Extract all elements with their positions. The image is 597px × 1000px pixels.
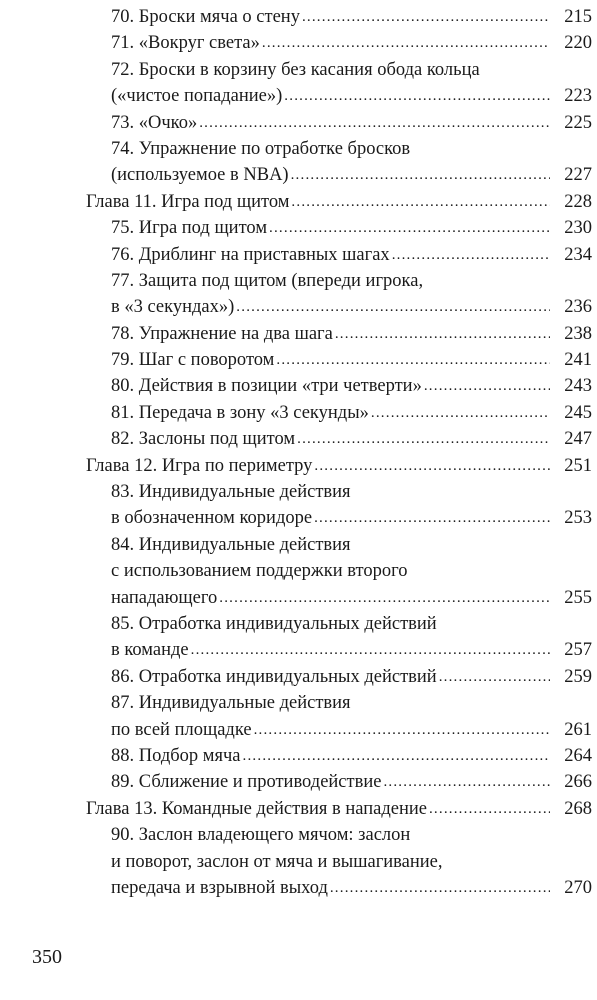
- toc-page-number: 220: [564, 33, 592, 54]
- toc-entry-title: по всей площадке: [111, 719, 252, 740]
- dot-leader: [314, 504, 550, 531]
- toc-entry: [0, 321, 597, 347]
- toc-page-number: 270: [564, 877, 592, 898]
- toc-entry: [0, 822, 597, 848]
- toc-entry-title: передача и взрывной выход: [111, 877, 328, 898]
- toc-entry-title: 86. Отработка индивидуальных действий: [111, 666, 437, 687]
- toc-entry-title: 90. Заслон владеющего мячом: заслон: [111, 825, 411, 846]
- toc-page-number: 227: [564, 165, 592, 186]
- dot-leader: [424, 372, 550, 399]
- toc-page-number: 266: [564, 772, 592, 793]
- dot-leader: [276, 346, 550, 373]
- toc-entry-title: 72. Броски в корзину без касания обода кольца: [111, 59, 480, 80]
- toc-entry: [0, 769, 597, 795]
- toc-entry: [0, 162, 597, 188]
- toc-entry-title: 74. Упражнение по отработке бросков: [111, 138, 411, 159]
- toc-entry: [0, 743, 597, 769]
- toc-entry: [0, 373, 597, 399]
- toc-page-number: 223: [564, 86, 592, 107]
- toc-entry-title: 85. Отработка индивидуальных действий: [111, 613, 437, 634]
- toc-entry: [0, 664, 597, 690]
- toc-page-number: 245: [564, 402, 592, 423]
- toc-entry: [0, 136, 597, 162]
- toc-entry-title: 76. Дриблинг на приставных шагах: [111, 244, 390, 265]
- toc-page-number: 234: [564, 244, 592, 265]
- dot-leader: [335, 320, 550, 347]
- toc-page-number: 261: [564, 719, 592, 740]
- dot-leader: [297, 425, 550, 452]
- toc-entry-title: («чистое попадание»): [111, 86, 283, 107]
- toc-entry: [0, 347, 597, 373]
- toc-entry-title: 77. Защита под щитом (впереди игрока,: [111, 270, 424, 291]
- toc-page-number: 264: [564, 745, 592, 766]
- toc-entry-title: 87. Индивидуальные действия: [111, 693, 351, 714]
- toc-entry: [0, 4, 597, 30]
- toc-entry-title: 80. Действия в позиции «три четверти»: [111, 376, 422, 397]
- toc-entry: [0, 110, 597, 136]
- toc-entry-title: 88. Подбор мяча: [111, 745, 241, 766]
- toc-entry-title: 83. Индивидуальные действия: [111, 482, 351, 503]
- dot-leader: [392, 241, 550, 268]
- dot-leader: [243, 742, 550, 769]
- toc-entry: [0, 30, 597, 56]
- toc-page-number: 247: [564, 429, 592, 450]
- toc-entry: [0, 57, 597, 83]
- toc-entry-title: в команде: [111, 640, 189, 661]
- toc-entry: [0, 83, 597, 109]
- table-of-contents: [0, 4, 597, 901]
- dot-leader: [302, 3, 550, 30]
- toc-page-number: 268: [564, 798, 592, 819]
- toc-entry-title: 70. Броски мяча о стену: [111, 7, 300, 27]
- toc-entry: [0, 637, 597, 663]
- toc-entry-title: 82. Заслоны под щитом: [111, 429, 296, 450]
- toc-entry-title: Глава 11. Игра под щитом: [86, 191, 290, 212]
- toc-entry-title: 78. Упражнение на два шага: [111, 323, 333, 344]
- toc-entry: [0, 400, 597, 426]
- dot-leader: [191, 636, 550, 663]
- toc-entry-title: 84. Индивидуальные действия: [111, 534, 351, 555]
- dot-leader: [371, 399, 550, 426]
- dot-leader: [383, 768, 550, 795]
- toc-entry-title: в «3 секундах»): [111, 297, 235, 318]
- toc-page-number: 215: [564, 7, 592, 27]
- dot-leader: [254, 716, 550, 743]
- dot-leader: [262, 29, 550, 56]
- toc-entry-title: с использованием поддержки второго: [111, 561, 408, 582]
- toc-entry: [0, 875, 597, 901]
- page-number: 350: [32, 946, 62, 968]
- toc-page-number: 251: [564, 455, 592, 476]
- toc-entry: [0, 242, 597, 268]
- toc-page-number: 230: [564, 218, 592, 239]
- toc-entry: [0, 294, 597, 320]
- toc-entry-title: 71. «Вокруг света»: [111, 33, 260, 54]
- toc-page-number: 228: [564, 191, 592, 212]
- toc-entry: [0, 585, 597, 611]
- toc-entry: [0, 479, 597, 505]
- toc-entry: [0, 532, 597, 558]
- toc-entry-title: нападающего: [111, 587, 218, 608]
- toc-page-number: 257: [564, 640, 592, 661]
- toc-page-number: 255: [564, 587, 592, 608]
- dot-leader: [269, 214, 550, 241]
- toc-page-number: 238: [564, 323, 592, 344]
- dot-leader: [291, 188, 550, 215]
- dot-leader: [284, 82, 550, 109]
- toc-entry: [0, 849, 597, 875]
- toc-entry: [0, 717, 597, 743]
- toc-entry-title: и поворот, заслон от мяча и вышагивание,: [111, 851, 443, 872]
- toc-entry-title: 79. Шаг с поворотом: [111, 350, 275, 371]
- toc-entry: [0, 268, 597, 294]
- toc-entry-title: 89. Сближение и противодействие: [111, 772, 382, 793]
- toc-page-number: 253: [564, 508, 592, 529]
- toc-page-number: 259: [564, 666, 592, 687]
- toc-page-number: 241: [564, 350, 592, 371]
- toc-page-number: 225: [564, 112, 592, 133]
- dot-leader: [236, 293, 550, 320]
- toc-page-number: 236: [564, 297, 592, 318]
- toc-entry: [0, 690, 597, 716]
- toc-entry: [0, 426, 597, 452]
- toc-entry-title: 81. Передача в зону «3 секунды»: [111, 402, 369, 423]
- toc-entry-title: в обозначенном коридоре: [111, 508, 313, 529]
- toc-entry-title: Глава 12. Игра по периметру: [86, 455, 313, 476]
- toc-chapter-entry: [0, 796, 597, 822]
- toc-chapter-entry: [0, 189, 597, 215]
- toc-chapter-entry: [0, 453, 597, 479]
- dot-leader: [439, 663, 550, 690]
- toc-entry: [0, 611, 597, 637]
- dot-leader: [429, 795, 550, 822]
- toc-entry: [0, 558, 597, 584]
- toc-entry-title: Глава 13. Командные действия в нападение: [86, 798, 427, 819]
- dot-leader: [314, 452, 550, 479]
- toc-entry-title: 73. «Очко»: [111, 112, 198, 133]
- toc-page-number: 243: [564, 376, 592, 397]
- toc-entry: [0, 215, 597, 241]
- toc-entry-title: (используемое в NBA): [111, 165, 289, 186]
- toc-entry-title: 75. Игра под щитом: [111, 218, 268, 239]
- dot-leader: [291, 161, 550, 188]
- dot-leader: [219, 584, 550, 611]
- dot-leader: [330, 874, 550, 901]
- dot-leader: [199, 109, 550, 136]
- toc-entry: [0, 505, 597, 531]
